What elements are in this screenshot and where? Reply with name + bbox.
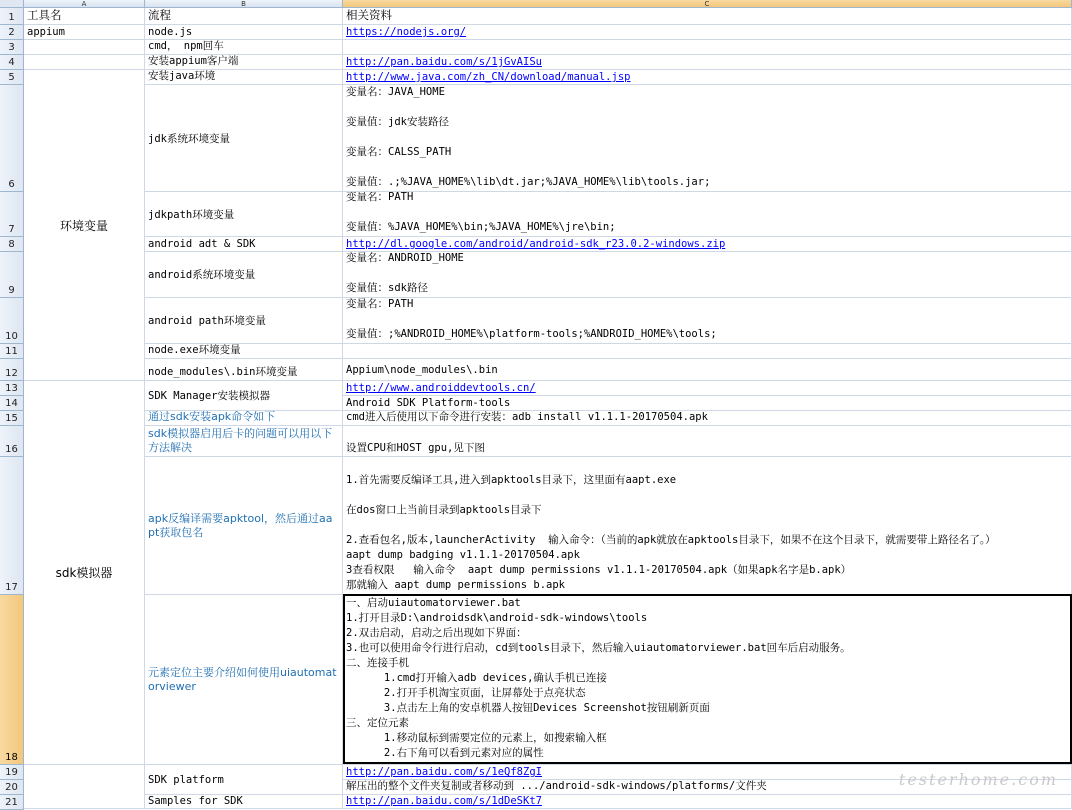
cell-c4[interactable]	[343, 55, 1072, 70]
row-header[interactable]: 20	[0, 780, 24, 795]
cell-a2[interactable]: appium	[24, 25, 145, 40]
row-header[interactable]: 12	[0, 359, 24, 381]
cell-c3[interactable]	[343, 40, 1072, 55]
cell-b12[interactable]: node_modules\.bin环境变量	[145, 359, 343, 381]
cell-c20[interactable]: 解压出的整个文件夹复制或者移动到 .../android-sdk-windows/platforms/文件夹	[343, 780, 1072, 795]
cell-b16[interactable]: sdk模拟器启用后卡的问题可以用以下方法解决	[145, 426, 343, 457]
row-header[interactable]: 18	[0, 595, 24, 765]
cell-b7[interactable]: jdkpath环境变量	[145, 192, 343, 237]
row-header[interactable]: 10	[0, 298, 24, 344]
cell-c9[interactable]: 变量名：ANDROID_HOME 变量值：sdk路径	[343, 252, 1072, 298]
row-header[interactable]: 7	[0, 192, 24, 237]
link-androiddevtools[interactable]: http://www.androiddevtools.cn/	[346, 382, 536, 394]
cell-b11[interactable]: node.exe环境变量	[145, 344, 343, 359]
select-all-corner[interactable]	[0, 0, 24, 8]
cell-b21[interactable]: Samples for SDK	[145, 795, 343, 809]
cell-b1[interactable]: 流程	[145, 8, 343, 25]
link-nodejs[interactable]: https://nodejs.org/	[346, 26, 467, 38]
cell-b17[interactable]: apk反编译需要apktool，然后通过aapt获取包名	[145, 457, 343, 595]
cell-b9[interactable]: android系统环境变量	[145, 252, 343, 298]
cell-c18[interactable]: 一、启动uiautomatorviewer.bat 1.打开目录D:\androidsdk\android-sdk-windows\tools 2.双击启动，启动之后出现如下界面： 3.也可以使用命令行进行启动，cd到tools目录下，然后输入uiautomatorviewer.bat回车后启动服务。 二、连接手机 1.cmd打开输入adb devices,确认手机已连接 2.打开手机淘宝页面，让屏幕处于点亮状态 3.点击左上角的安卓机器人按钮Devices Screenshot按钮刷新页面 三、定位元素 1.移动鼠标到需要定位的元素上，如搜索输入框 2.右下角可以看到元素对应的属性	[343, 595, 1072, 765]
cell-c12[interactable]: Appium\node_modules\.bin	[343, 359, 1072, 381]
cell-b4[interactable]: 安装appium客户端	[145, 55, 343, 70]
row-header[interactable]: 17	[0, 457, 24, 595]
cell-c8[interactable]	[343, 237, 1072, 252]
cell-a4[interactable]	[24, 55, 145, 70]
row-header[interactable]: 21	[0, 795, 24, 810]
cell-c17[interactable]: 1.首先需要反编译工具,进入到apktools目录下，这里面有aapt.exe 在dos窗口上当前目录到apktools目录下 2.查看包名,版本,launcherActivity 输入命令：（当前的apk就放在apktools目录下，如果不在这个目录下，就需要带上路径名了。） aapt dump badging v1.1.1-20170504.apk 3查看权限 输入命令 aapt dump permissions v1.1.1-20170504.apk（如果apk名字是b.apk） 那就输入 aapt dump permissions b.apk	[343, 457, 1072, 595]
row-header[interactable]: 5	[0, 70, 24, 85]
cell-c14[interactable]: Android SDK Platform-tools	[343, 396, 1072, 411]
row-header[interactable]: 2	[0, 25, 24, 40]
row-header[interactable]: 8	[0, 237, 24, 252]
link-samples-sdk[interactable]: http://pan.baidu.com/s/1dDeSKt7	[346, 795, 542, 807]
row-header[interactable]: 14	[0, 396, 24, 411]
cell-c21[interactable]	[343, 795, 1072, 809]
column-header-a[interactable]: A	[24, 0, 145, 8]
link-java-download[interactable]: http://www.java.com/zh_CN/download/manual.jsp	[346, 71, 631, 83]
column-header-b[interactable]: B	[145, 0, 343, 8]
cell-b2[interactable]: node.js	[145, 25, 343, 40]
cell-b18[interactable]: 元素定位主要介绍如何使用uiautomatorviewer	[145, 595, 343, 765]
cell-c16[interactable]: 设置CPU和HOST gpu,见下图	[343, 426, 1072, 457]
cell-b19[interactable]: SDK platform	[145, 765, 343, 795]
row-header[interactable]: 13	[0, 381, 24, 396]
cell-c2[interactable]	[343, 25, 1072, 40]
cell-b10[interactable]: android path环境变量	[145, 298, 343, 344]
cell-b3[interactable]: cmd， npm回车	[145, 40, 343, 55]
link-sdk-platform[interactable]: http://pan.baidu.com/s/1eQf8ZgI	[346, 766, 542, 778]
cell-a1[interactable]: 工具名	[24, 8, 145, 25]
cell-b15[interactable]: 通过sdk安装apk命令如下	[145, 411, 343, 426]
row-header[interactable]: 9	[0, 252, 24, 298]
link-appium-client[interactable]: http://pan.baidu.com/s/1jGvAISu	[346, 56, 542, 68]
row-header[interactable]: 3	[0, 40, 24, 55]
cell-c13[interactable]	[343, 381, 1072, 396]
row-header[interactable]: 11	[0, 344, 24, 359]
cell-c5[interactable]	[343, 70, 1072, 85]
watermark: testerhome.com	[898, 770, 1058, 789]
cell-b6[interactable]: jdk系统环境变量	[145, 85, 343, 192]
cell-c7[interactable]: 变量名：PATH 变量值：%JAVA_HOME%\bin;%JAVA_HOME%\jre\bin;	[343, 192, 1072, 237]
row-header[interactable]: 19	[0, 765, 24, 780]
cell-b8[interactable]: android adt & SDK	[145, 237, 343, 252]
cell-b5[interactable]: 安装java环境	[145, 70, 343, 85]
cell-a3[interactable]	[24, 40, 145, 55]
row-header[interactable]: 4	[0, 55, 24, 70]
cell-c11[interactable]	[343, 344, 1072, 359]
cell-c6[interactable]: 变量名：JAVA_HOME 变量值：jdk安装路径 变量名：CALSS_PATH 变量值：.;%JAVA_HOME%\lib\dt.jar;%JAVA_HOME%\lib\tools.jar;	[343, 85, 1072, 192]
row-header[interactable]: 16	[0, 426, 24, 457]
cell-c10[interactable]: 变量名：PATH 变量值：;%ANDROID_HOME%\platform-tools;%ANDROID_HOME%\tools;	[343, 298, 1072, 344]
row-header[interactable]: 1	[0, 8, 24, 25]
cell-b13[interactable]: SDK Manager安装模拟器	[145, 381, 343, 411]
cell-c15[interactable]: cmd进入后使用以下命令进行安装：adb install v1.1.1-20170504.apk	[343, 411, 1072, 426]
cell-a5-merged-env[interactable]: 环境变量	[24, 70, 145, 381]
cell-a13-merged-sdk[interactable]: sdk模拟器	[24, 381, 145, 765]
cell-a19[interactable]	[24, 765, 145, 809]
column-header-c[interactable]: C	[343, 0, 1072, 8]
row-header[interactable]: 15	[0, 411, 24, 426]
link-android-sdk[interactable]: http://dl.google.com/android/android-sdk_r23.0.2-windows.zip	[346, 238, 726, 250]
row-header[interactable]: 6	[0, 85, 24, 192]
cell-c1[interactable]: 相关资料	[343, 8, 1072, 25]
